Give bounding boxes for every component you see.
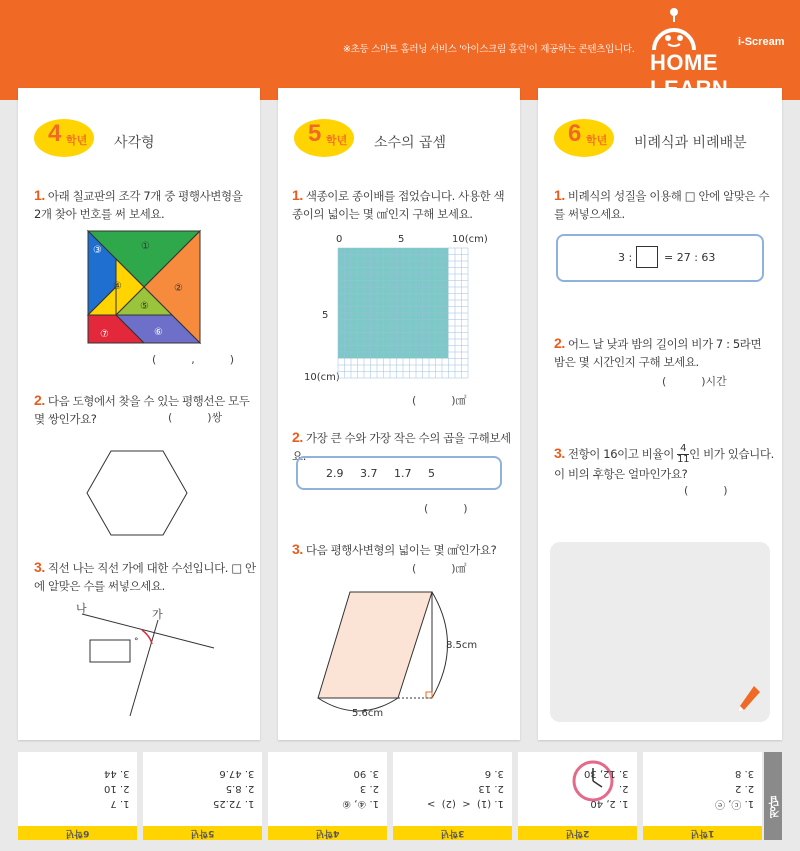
answer-lines: 1. (1) < (2) > 2. 13 3. 6 <box>427 768 504 809</box>
answer-box-grade2 <box>518 752 637 840</box>
tangram-label: ⑦ <box>100 329 109 340</box>
q-text: 다음 도형에서 찾을 수 있는 평행선은 모두 몇 쌍인가요? <box>34 394 250 426</box>
q-text: 색종이로 종이배를 접었습니다. 사용한 색종이의 넓이는 몇 ㎠인지 구해 보세요. <box>292 189 505 221</box>
q-text: 비례식의 성질을 이용해 □ 안에 알맞은 수를 써넣으세요. <box>554 189 770 221</box>
q-number: 2. <box>34 392 45 408</box>
axis-label: 5 <box>398 234 405 245</box>
answer-grade-label: 4학년 <box>268 826 387 840</box>
grade6-badge <box>554 118 616 158</box>
line-label-b: 나 <box>76 602 87 615</box>
q-number: 3. <box>34 559 45 575</box>
grade6-number: 6 <box>568 120 582 147</box>
number-item: 3.7 <box>360 467 378 480</box>
axis-label: 0 <box>336 234 343 245</box>
ratio-left: 3 : <box>618 251 633 264</box>
parallelogram-figure <box>318 584 508 724</box>
hexagon-figure <box>86 450 188 536</box>
grade4-q2-answer[interactable]: ( )쌍 <box>168 411 223 424</box>
grade5-q2-answer[interactable]: ( ) <box>424 502 468 515</box>
grade6-topic: 비례식과 비례배분 <box>634 135 747 151</box>
perpendicular-figure <box>68 602 218 718</box>
answer-box-grade3 <box>393 752 512 840</box>
grade6-q3-answer[interactable]: ( ) <box>684 484 728 497</box>
tangram-label: ④ <box>113 281 122 292</box>
number-item: 1.7 <box>394 467 412 480</box>
grade6-q1 <box>554 186 772 223</box>
q-number: 2. <box>554 335 565 351</box>
q-text: 인 비가 있습니다. 이 비의 후항은 얼마인가요? <box>554 447 774 481</box>
grid-figure <box>304 232 488 383</box>
grade5-label: 학년 <box>326 134 348 147</box>
line-label-a: 가 <box>152 608 163 621</box>
axis-label: 10(cm) <box>452 234 488 245</box>
q-text: 직선 나는 직선 가에 대한 수선입니다. □ 안에 알맞은 수를 써넣으세요. <box>34 561 256 593</box>
grade5-q1 <box>292 186 514 223</box>
q-number: 1. <box>292 187 303 203</box>
grade5-topic: 소수의 곱셈 <box>374 135 447 151</box>
degree-symbol: ° <box>134 637 139 647</box>
answer-box-grade6 <box>18 752 137 840</box>
answer-grade-label: 5학년 <box>143 826 262 840</box>
grade5-q1-answer[interactable]: ( )㎠ <box>412 394 467 407</box>
answer-grade-label: 3학년 <box>393 826 512 840</box>
grade4-label: 학년 <box>66 134 88 147</box>
grade6-label: 학년 <box>586 134 608 147</box>
logo-sub-text: i-Scream <box>738 36 785 48</box>
tangram-label: ① <box>141 241 150 252</box>
grade4-q3 <box>34 558 256 595</box>
grade5-card <box>278 88 520 740</box>
answer-box-grade5 <box>143 752 262 840</box>
tangram-label: ② <box>174 283 183 294</box>
pencil-icon[interactable] <box>736 684 762 714</box>
answer-grade-label: 1학년 <box>643 826 762 840</box>
answer-box[interactable] <box>90 640 130 662</box>
q-number: 3. <box>292 541 303 557</box>
q-text: 아래 칠교판의 조각 7개 중 평행사변형을 2개 찾아 번호를 써 보세요. <box>34 189 243 221</box>
grade4-topic: 사각형 <box>114 135 155 151</box>
answer-grade-label: 2학년 <box>518 826 637 840</box>
q-text: 전항이 16이고 비율이 <box>567 447 674 461</box>
q-text: 어느 날 낮과 밤의 길이의 비가 7 : 5라면 밤은 몇 시간인지 구해 보세요. <box>554 337 762 369</box>
q-number: 1. <box>34 187 45 203</box>
q-number: 2. <box>292 429 303 445</box>
grade5-number: 5 <box>308 120 322 147</box>
grade4-q1 <box>34 186 252 223</box>
tangram-figure <box>88 231 200 343</box>
logo-main-text: HOME <box>650 50 718 75</box>
axis-label: 5 <box>322 310 329 321</box>
grade6-card <box>538 88 782 740</box>
answer-side-label: 정답 <box>764 752 782 840</box>
colored-paper <box>338 248 448 358</box>
answer-grade-label: 6학년 <box>18 826 137 840</box>
answer-lines: 1. 2, 40 2. 3. 12, 30 <box>584 768 629 809</box>
axis-label: 10(cm) <box>304 372 340 383</box>
answer-lines: 1. ④, ⑥ 2. 3 3. 90 <box>341 768 379 809</box>
answer-footer <box>18 752 762 842</box>
tangram-label: ⑤ <box>140 301 149 312</box>
height-label: 8.5cm <box>446 640 478 651</box>
home-learn-logo[interactable] <box>650 6 790 76</box>
grade6-q3 <box>554 444 778 483</box>
notice-text: ※초등 스마트 홈러닝 서비스 '아이스크림 홈런'이 제공하는 콘텐츠입니다. <box>343 44 635 55</box>
grade6-q2 <box>554 334 774 371</box>
tangram-label: ⑥ <box>154 327 163 338</box>
q-number: 3. <box>554 445 565 461</box>
q-text: 가장 큰 수와 가장 작은 수의 곱을 구해보세요. <box>292 431 511 463</box>
answer-lines: 1. ⓒ, ⓔ 2. 2 3. 8 <box>714 768 754 809</box>
answer-lines: 1. 7 2. 10 3. 44 <box>103 768 129 809</box>
q-text: 다음 평행사변형의 넓이는 몇 ㎠인가요? <box>305 543 497 557</box>
q-number: 1. <box>554 187 565 203</box>
answer-box-grade4 <box>268 752 387 840</box>
number-box <box>296 456 502 490</box>
answer-box[interactable] <box>636 246 658 268</box>
grade5-q3-answer[interactable]: ( )㎠ <box>412 562 467 575</box>
tangram-label: ③ <box>93 245 102 256</box>
grade4-number: 4 <box>48 120 62 147</box>
grade4-badge <box>34 118 96 158</box>
grade5-q3 <box>292 540 520 559</box>
grade5-badge <box>294 118 356 158</box>
ratio-right: = 27 : 63 <box>664 251 716 264</box>
grade6-q2-answer[interactable]: ( )시간 <box>662 375 727 388</box>
logo-mascot-icon <box>652 6 732 52</box>
header-banner <box>0 0 800 100</box>
ratio-box <box>556 234 764 282</box>
fraction: $\frac{4}{11}$ <box>677 443 690 465</box>
memo-area[interactable] <box>550 542 770 722</box>
grade4-card <box>18 88 260 740</box>
number-item: 2.9 <box>326 467 344 480</box>
number-item: 5 <box>428 467 435 480</box>
answer-lines: 1. 72.25 2. 8.5 3. 47.6 <box>212 768 254 809</box>
grade4-q1-answer[interactable]: ( , ) <box>152 353 235 366</box>
base-label: 5.6cm <box>352 708 384 719</box>
answer-box-grade1 <box>643 752 762 840</box>
